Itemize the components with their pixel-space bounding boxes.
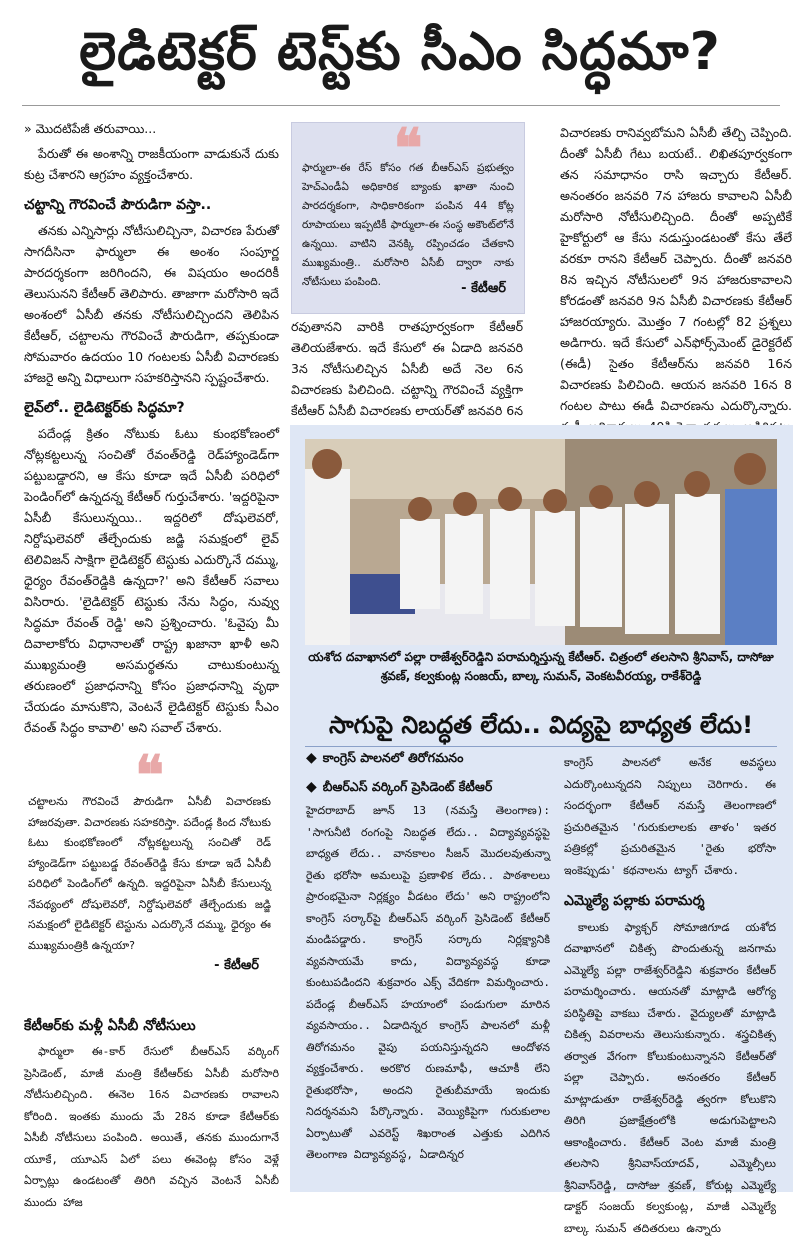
quote-box-left xyxy=(22,748,277,1006)
subhead-acb-notice: కేటీఆర్‌కు మళ్లీ ఏసీబీ నోటీసులు xyxy=(24,1016,279,1037)
middle-column xyxy=(291,316,523,420)
story2-text-1: హైదరాబాద్ జూన్ 13 (నమస్తే తెలంగాణ): 'సాగునీటి రంగంపై నిబద్ధత లేదు.. విద్యావ్యవస్థపై బాధ్యత లేదు.. వానకాలం సీజన్ మొదలవుతున్నా రైతు భరోసా అమలుపై ప్రణాళిక లేదు.. పాఠశాలలు ప్రారంభమైనా నిర్లక్ష్యం వీడటం లేదు' అని రాష్ట్రంలోని కాంగ్రెస్ సర్కార్‌పై బీఆర్ఎస్ వర్కింగ్ ప్రెసిడెంట్ కేటీఆర్ మండిపడ్డారు. కాంగ్రెస్ సర్కారు నిర్లక్ష్యానికి వ్యవసాయమే కాదు, విద్యావ్యవస్థ కూడా కుంటుపడిందని శుక్రవారం ఎక్స్ వేదికగా విమర్శించారు. పదేండ్ల బీఆర్ఎస్ హయాంలో పండుగులా మారిన వ్యవసాయం.. ఏడాదిన్నర కాంగ్రెస్ పాలనలో మళ్లీ తిరోగమనం వైపు పయనిస్తున్నదని ఆందోళన వ్యక్తంచేశారు. అరకొర రుణమాఫీ, ఆచూకీ లేని రైతుభరోసా, అందని రైతుబీమాయే ఇందుకు నిదర్శనమని పేర్కొన్నారు. వెయ్యికిపైగా గురుకులాల ఏర్పాటుతో ఎవరెస్ట్ శిఖరాంత ఎత్తుకు ఎదిగిన తెలంగాణ విద్యావ్యవస్థ, ఏడాదిన్నర xyxy=(306,800,550,1166)
subhead-live-detector: లైవ్‌లో.. లైడిటెక్టర్‌కు సిద్ధమా? xyxy=(24,398,279,419)
bullet-item: ◆ బీఆర్ఎస్ వర్కింగ్ ప్రెసిడెంట్ కేటీఆర్ xyxy=(306,779,554,798)
header-rule xyxy=(22,105,780,106)
quote-mark-icon: ❝ xyxy=(292,123,524,159)
right-column xyxy=(560,122,792,422)
left-para-1: తనకు ఎన్నిసార్లు నోటీసులిచ్చినా, విచారణ పేరుతో సాగదీసినా ఫార్ములా ఈ అంశం సంపూర్ణ పారదర్శకంగా జరిగిందని, ఈ విషయం అందరికీ తెలుసునని కేటీఆర్ తెలిపారు. తాజాగా మరోసారి ఇదే అంశంలో ఏసీబీ తనకు నోటీసులిచ్చిందని తెలిపిన కేటీఆర్, చట్టాలను గౌరవించే పౌరుడిగా, తప్పకుండా సోమవారం ఉదయం 10 గంటలకు ఏసీబీ విచారణకు హాజరై అన్ని విధాలుగా సహకరిస్తానని స్పష్టంచేశారు. xyxy=(24,220,279,388)
middle-text: రవుతానని వారికి రాతపూర్వకంగా కేటీఆర్ తెలియజేశారు. ఇదే కేసులో ఈ ఏడాది జనవరి 3న నోటీసులిచ్చిన ఏసీబీ అదే నెల 6న విచారణకు పిలిచింది. చట్టాన్ని గౌరవించే వ్యక్తిగా కేటీఆర్ ఏసీబీ విచారణకు లాయర్‌తో జనవరి 6న xyxy=(291,316,523,442)
story2-column-2 xyxy=(564,752,776,1185)
quote-middle-text: ఫార్ములా-ఈ రేస్ కోసం గత బీఆర్ఎస్ ప్రభుత్వం హెచ్ఎండీఏ అధికారిక బ్యాంకు ఖాతా నుంచి పారదర్శకంగా, సాధికారికంగా పంపిన 44 కోట్ల రూపాయలు ఇప్పటికీ ఫార్ములా-ఈ సంస్థ అకౌంట్‌లోనే ఉన్నయి. వాటిని వెనక్కి రప్పించడం చేతకాని ముఖ్యమంత్రి.. మరోసారి ఏసీబీ ద్వారా నాకు నోటీసులు పంపింది. xyxy=(292,159,524,279)
right-text: విచారణకు రానివ్వబోమని ఏసీబీ తేల్చి చెప్పింది. దీంతో ఏసీబీ గేటు బయటే.. లిఖితపూర్వకంగా తన సమాధానం రాసి ఇచ్చారు కేటీఆర్. అనంతరం జనవరి 7న హాజరు కావాలని ఏసీబీ మరోసారి నోటీసులిచ్చింది. దీంతో అప్పటికే హైకోర్టులో ఆ కేసు నడుస్తుండటంతో కేసు తేలే వరకూ రానని కేటీఆర్ చెప్పారు. దీంతో జనవరి 8న ఇచ్చిన నోటీసులలో 9న హాజరుకావాలని కోరడంతో జనవరి 9న ఏసీబీ విచారణకు కేటీఆర్ హాజరయ్యారు. మొత్తం 7 గంటల్లో 82 ప్రశ్నలు అడిగారు. ఇదే కేసులో ఎన్‌ఫోర్స్‌మెంట్ డైరెక్టరేట్ (ఈడీ) సైతం కేటీఆర్‌ను జనవరి 16న విచారణకు పిలిచింది. ఆయన జనవరి 16న 8 గంటల పాటు ఈడీ విచారణను ఎదుర్కొన్నారు. xyxy=(560,122,792,458)
subhead-respect-law: చట్టాన్ని గౌరవించే పౌరుడిగా వస్తా.. xyxy=(24,195,279,216)
bullet-item: ◆ కాంగ్రెస్ పాలనలో తిరోగమనం xyxy=(306,750,554,769)
story2-rule xyxy=(305,746,777,747)
story2-text-3: కాలుకు ఫ్యాక్చర్ సోమాజిగూడ యశోద దవాఖానలో చికిత్స పొందుతున్న జనగామ ఎమ్మెల్యే పల్లా రాజేశ్వర్‌రెడ్డిని శుక్రవారం కేటీఆర్ పరామర్శించారు. ఆయనతో మాట్లాడి ఆరోగ్య పరిస్థితిపై వాకబు చేశారు. వైద్యులతో మాట్లాడి చికిత్స వివరాలను తెలుసుకున్నారు. శస్త్రచికిత్స తర్వాత వేగంగా కోలుకుంటున్నానని కేటీఆర్‌తో పల్లా చెప్పారు. అనంతరం కేటీఆర్ మాట్లాడుతూ రాజేశ్వర్‌రెడ్డి త్వరగా కోలుకొని తిరిగి ప్రజాక్షేత్రంలోకి అడుగుపెట్టాలని ఆకాంక్షించారు. కేటీఆర్ వెంట మాజీ మంత్రి తలసాని శ్రీనివాస్‌యాదవ్, ఎమ్మెల్సీలు శ్రీనివాస్‌రెడ్డి, దాసోజు శ్రవణ్, కోరుట్ల ఎమ్మెల్యే డాక్టర్ సంజయ్ కల్వకుంట్ల, మాజీ ఎమ్మెల్యే బాల్క సుమన్ తదితరులు ఉన్నారు xyxy=(564,917,776,1239)
left-column-bottom xyxy=(24,1012,279,1197)
quote-left-text: చట్టాలను గౌరవించే పౌరుడిగా ఏసీబీ విచారణకు హాజరవుతా. విచారణకు సహకరిస్తా. పదేండ్ల కింద నోటుకు ఓటు కుంభకోణంలో నోట్లకట్టలున్న సంచితో రెడ్ హ్యాండెడ్‌గా పట్టుబడ్డ రేవంత్‌రెడ్డి కేసు కూడా ఇదే ఏసీబీ పరిధిలో పెండింగ్‌లో ఉన్నది. ఇద్దరిపైనా ఏసీబీ కేసులున్న నేపథ్యంలో దోషులెవరో, నిర్దోషులెవరో తేల్చేందుకు జడ్జి సమక్షంలో లైడిటెక్టర్ టెస్టును ఎదుర్కొనే దమ్ము, ధైర్యం ఈ ముఖ్యమంత్రికి ఉన్నయా? xyxy=(22,792,277,956)
continued-label: » మొదటిపేజీ తరువాయి... xyxy=(24,118,279,139)
quote-mark-icon: ❝ xyxy=(22,748,277,792)
left-para-2: పదేండ్ల క్రితం నోటుకు ఓటు కుంభకోణంలో నోట్లకట్టలున్న సంచితో రేవంత్‌రెడ్డి రెడ్‌హ్యాండెడ్‌గా పట్టుబడ్డారని, ఆ కేసు కూడా ఇదే ఏసీబీ పరిధిలో పెండింగ్‌లో ఉన్నదన్న కేటీఆర్ గుర్తుచేశారు. 'ఇద్దరిపైనా ఏసీబీ కేసులున్నయి.. ఇద్దరిలో దోషులెవరో, నిర్దోషులెవరో తేల్చేందుకు జడ్జి సమక్షంలో లైవ్ టెలివిజన్ సాక్షిగా లైడిటెక్టర్ టెస్టుకు ఎదుర్కొనే దమ్ము, ధైర్యం రేవంత్‌రెడ్డికి ఉన్నదా?' అని కేటీఆర్ సవాలు విసిరారు. 'లైడిటెక్టర్ టెస్టుకు నేను సిద్ధం, నువ్వు సిద్ధమా రేవంత్ రెడ్డి' అని ప్రశ్నించారు. 'ఓవైపు మీ దివాలాకోరు విధానాలతో రాష్ట్ర ఖజానా ఖాళీ అని ముఖ్యమంత్రి అసమర్థతను చాటుకుంటున్న తరుణంలో ప్రజాధనాన్ని కోసం ప్రజాధనాన్ని వృథా చేయడం మానుకొని, వెంటనే లైడిటెక్టర్ టెస్టుకు సీఎం రేవంత్ సిద్ధం కావాలి' అని సవాల్ చేశారు. xyxy=(24,423,279,738)
quote-box-middle xyxy=(291,122,525,314)
story2-headline: సాగుపై నిబద్ధత లేదు.. విద్యపై బాధ్యత లేదు! xyxy=(305,703,777,747)
subhead-palla-visit: ఎమ్మెల్యే పల్లాకు పరామర్శ xyxy=(564,891,776,913)
story2-column-1 xyxy=(306,800,550,1185)
quote-middle-author: - కేటీఆర్ xyxy=(292,281,524,299)
left-intro: పేరుతో ఈ అంశాన్ని రాజకీయంగా వాడుకునే దుకు కుట్ర చేశారని ఆగ్రహం వ్యక్తంచేశారు. xyxy=(24,143,279,185)
hospital-photo xyxy=(305,439,777,645)
photo-illustration xyxy=(305,439,777,645)
left-para-3: ఫార్ములా ఈ-కార్ రేసులో బీఆర్ఎస్ వర్కింగ్ ప్రెసిడెంట్, మాజీ మంత్రి కేటీఆర్‌కు ఏసీబీ మరోసారి నోటీసులిచ్చింది. ఈనెల 16న విచారణకు రావాలని కోరింది. ఇంతకు ముందు మే 28న కూడా కేటీఆర్‌కు ఏసీబీ నోటీసులు పంపింది. అయితే, తనకు ముందుగానే యూకే, యూఎస్ ఏలో పలు ఈవెంట్ల కోసం వెళ్లే ఏర్పాట్లు ఉండటంతో తిరిగి వచ్చిన వెంటనే ఏసీబీ ముందు హాజ xyxy=(24,1041,279,1213)
photo-caption: యశోద దవాఖానలో పల్లా రాజేశ్వర్‌రెడ్డిని పరామర్శిస్తున్న కేటీఆర్. చిత్రంలో తలసాని శ్రీనివాస్, దాసోజు శ్రవణ్, కల్వకుంట్ల సంజయ్, బాల్క సుమన్, వెంకటవీరయ్య, రాకేశ్‌రెడ్డి xyxy=(305,648,777,686)
headline: లైడిటెక్టర్ టెస్ట్‌కు సీఎం సిద్ధమా? xyxy=(0,0,800,104)
story2-text-2: కాంగ్రెస్ పాలనలో అనేక అవస్థలు ఎదుర్కొంటున్నదని నిప్పులు చెరిగారు. ఈ సందర్భంగా కేటీఆర్ నమస్తే తెలంగాణలో ప్రచురితమైన 'గురుకులాలకు తాళం' ఇతర పత్రికల్లో ప్రచురితమైన 'రైతు భరోసా ఇంకెప్పుడు' కథనాలను ట్యాగ్ చేశారు. xyxy=(564,752,776,881)
quote-left-author: - కేటీఆర్ xyxy=(22,958,277,976)
